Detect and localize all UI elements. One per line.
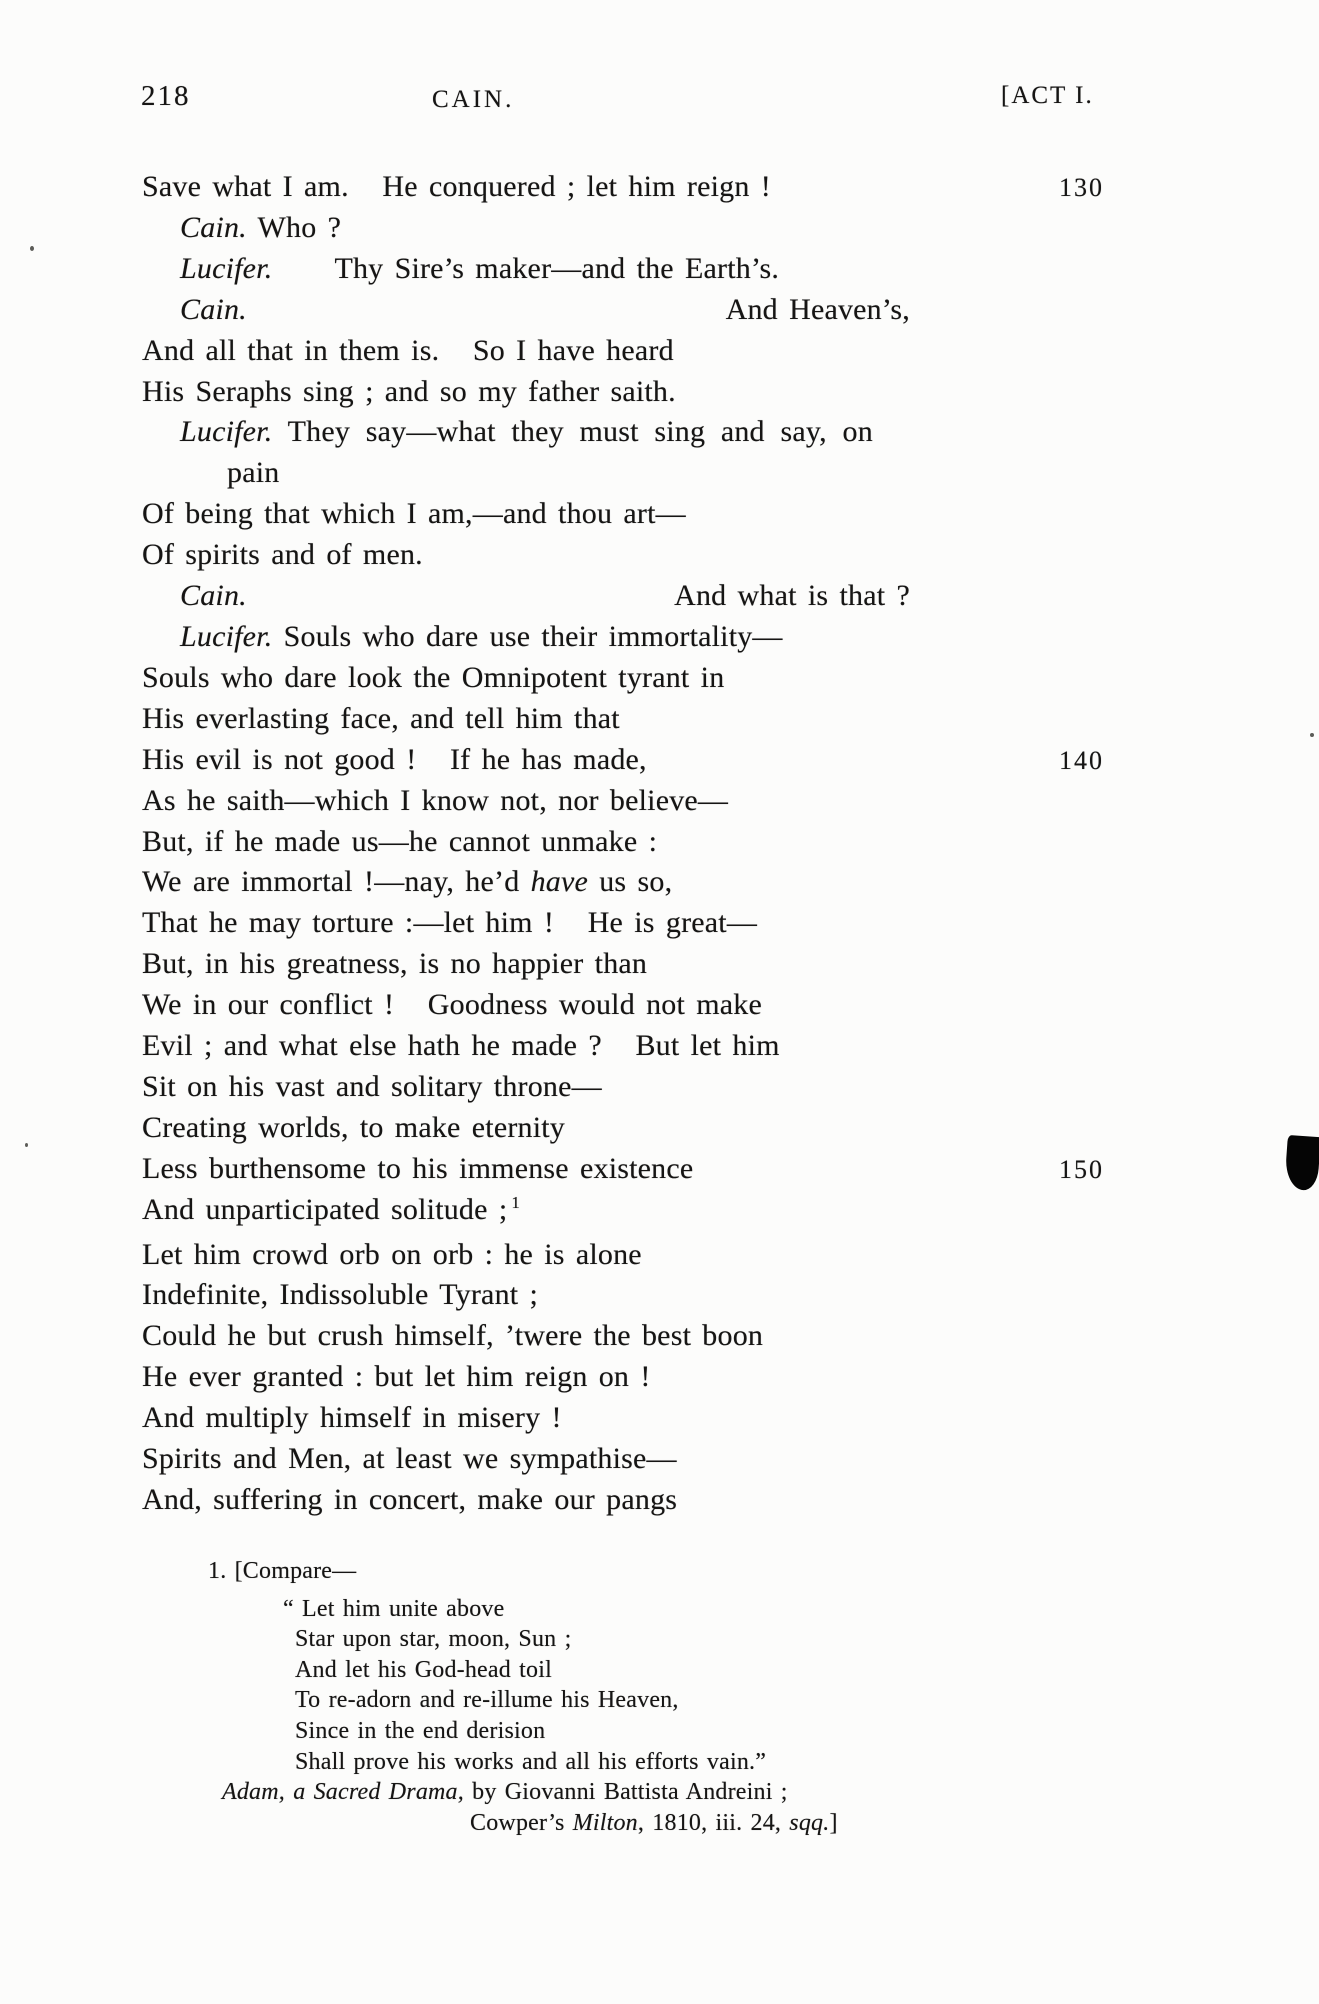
ink-blot-artifact	[1284, 1135, 1319, 1191]
text-segment: That he may torture :—let him ! He is great—	[142, 906, 758, 940]
text-segment: Souls who dare use their immortality—	[272, 619, 783, 653]
verse-line-number: 140	[1059, 745, 1104, 775]
text-segment: And what is that ?	[674, 579, 910, 613]
text-segment: And unparticipated solitude ;	[142, 1192, 508, 1226]
verse-line	[142, 1067, 910, 1108]
text-segment: And multiply himself in misery !	[142, 1401, 562, 1435]
text-segment: They say—what they must sing and say, on	[272, 415, 873, 449]
text-segment: Since in the end derision	[295, 1717, 546, 1744]
verse-line-number: 150	[1059, 1154, 1104, 1184]
text-segment: He ever granted : but let him reign on !	[142, 1360, 651, 1394]
running-title: CAIN.	[432, 86, 515, 113]
footnote-line	[142, 1624, 1002, 1655]
text-segment: Cowper’s	[470, 1809, 573, 1836]
italic-text-segment: Cain.	[180, 292, 247, 326]
text-segment: Could he but crush himself, ’twere the best boon	[142, 1319, 764, 1353]
footnote-line	[142, 1808, 1002, 1839]
footnote-reference-mark: 1	[511, 1192, 521, 1212]
italic-text-segment: Lucifer.	[180, 619, 273, 653]
verse-line-number: 130	[1059, 173, 1104, 202]
italic-text-segment: Cain.	[180, 579, 247, 613]
text-segment: Souls who dare look the Omnipotent tyrant in	[142, 660, 725, 694]
verse-line	[142, 944, 910, 985]
verse-line	[142, 862, 910, 903]
text-segment: His Seraphs sing ; and so my father saith.	[142, 374, 676, 408]
verse-line	[142, 576, 910, 617]
text-segment: Thy Sire’s maker—and the Earth’s.	[334, 251, 780, 285]
footnote-line	[142, 1655, 1002, 1686]
verse-line	[142, 494, 910, 535]
text-segment: ]	[829, 1809, 838, 1836]
scan-speck	[1310, 733, 1314, 737]
verse-line	[142, 1149, 1104, 1190]
italic-text-segment: Lucifer.	[180, 251, 273, 285]
footnote-line	[142, 1747, 1002, 1778]
text-segment: by Giovanni Battista Andreini ;	[463, 1779, 788, 1806]
text-segment: Sit on his vast and solitary throne—	[142, 1069, 602, 1103]
text-segment: To re-adorn and re-illume his Heaven,	[295, 1687, 679, 1714]
verse-line	[142, 781, 910, 822]
act-label: [ACT I.	[1001, 82, 1094, 109]
italic-text-segment: Lucifer.	[180, 415, 273, 449]
text-segment: But, in his greatness, is no happier than	[142, 947, 648, 981]
text-segment: Indefinite, Indissoluble Tyrant ;	[142, 1278, 539, 1312]
text-segment: Save what I am. He conquered ; let him reign !	[142, 170, 771, 203]
text-segment: We are immortal !—nay, he’d	[142, 865, 531, 899]
text-segment: As he saith—which I know not, nor believe—	[142, 783, 729, 817]
verse-line	[142, 1357, 910, 1398]
text-segment: 1. [Compare—	[208, 1558, 357, 1584]
text-segment: And, suffering in concert, make our pangs	[142, 1483, 678, 1516]
verse-line	[142, 412, 910, 453]
text-segment: But, if he made us—he cannot unmake :	[142, 824, 658, 858]
text-segment: Let him crowd orb on orb : he is alone	[142, 1237, 642, 1271]
text-segment: Evil ; and what else hath he made ? But let him	[142, 1029, 780, 1063]
text-segment: Of spirits and of men.	[142, 538, 423, 572]
verse-line	[142, 290, 910, 331]
verse-line	[142, 617, 910, 658]
verse-line	[142, 535, 910, 576]
verse-line	[142, 822, 910, 863]
text-segment: “ Let him unite above	[283, 1595, 505, 1622]
text-segment: His everlasting face, and tell him that	[142, 701, 620, 735]
verse-line	[142, 658, 910, 699]
text-segment: Shall prove his works and all his efforts vain.”	[295, 1748, 767, 1775]
scan-speck	[25, 1143, 28, 1147]
verse-line	[142, 331, 910, 372]
verse-line	[142, 372, 910, 413]
verse-line	[142, 208, 910, 249]
footnote-line	[142, 1594, 1002, 1625]
verse-line	[142, 1439, 910, 1480]
verse-line	[142, 1026, 910, 1067]
text-segment: Creating worlds, to make eternity	[142, 1110, 565, 1144]
text-segment: And all that in them is. So I have heard	[142, 333, 674, 367]
text-segment: Star upon star, moon, Sun ;	[295, 1626, 572, 1653]
verse-line	[142, 1316, 910, 1357]
verse-line	[142, 985, 910, 1026]
verse-line	[142, 1235, 910, 1276]
verse-line	[142, 1190, 910, 1235]
verse-line	[142, 1275, 910, 1316]
page-number: 218	[141, 80, 191, 112]
text-segment: His evil is not good ! If he has made,	[142, 742, 647, 776]
footnote-block	[142, 1556, 1002, 1838]
text-segment: us so,	[588, 865, 673, 899]
footnote-line	[142, 1556, 1002, 1587]
verse-line	[142, 903, 910, 944]
verse-line	[142, 453, 910, 494]
footnote-line	[142, 1777, 1002, 1808]
verse-line	[142, 167, 1104, 208]
text-segment: Of being that which I am,—and thou art—	[142, 497, 686, 531]
text-segment: pain	[227, 456, 280, 490]
text-segment: And Heaven’s,	[725, 292, 910, 326]
italic-text-segment: Cain.	[180, 210, 247, 244]
verse-line	[142, 1108, 910, 1149]
text-segment: , 1810, iii. 24,	[637, 1809, 790, 1836]
text-segment: We in our conflict ! Goodness would not make	[142, 988, 763, 1022]
italic-text-segment: Adam, a Sacred Drama,	[222, 1779, 464, 1806]
verse-line	[142, 249, 910, 290]
verse-line	[142, 740, 1104, 781]
text-segment: Spirits and Men, at least we sympathise—	[142, 1442, 677, 1476]
verse-line	[142, 699, 910, 740]
verse-line	[142, 1480, 910, 1521]
footnote-line	[142, 1685, 1002, 1716]
text-segment: Less burthensome to his immense existence	[142, 1151, 694, 1185]
italic-text-segment: Milton	[572, 1809, 638, 1836]
italic-text-segment: sqq.	[789, 1809, 830, 1836]
text-segment: Who ?	[246, 210, 342, 244]
italic-text-segment: have	[530, 865, 589, 899]
verse-text-block	[142, 167, 1104, 1521]
text-segment: And let his God-head toil	[295, 1656, 552, 1683]
scan-speck	[30, 246, 34, 251]
verse-line	[142, 1398, 910, 1439]
footnote-line	[142, 1716, 1002, 1747]
